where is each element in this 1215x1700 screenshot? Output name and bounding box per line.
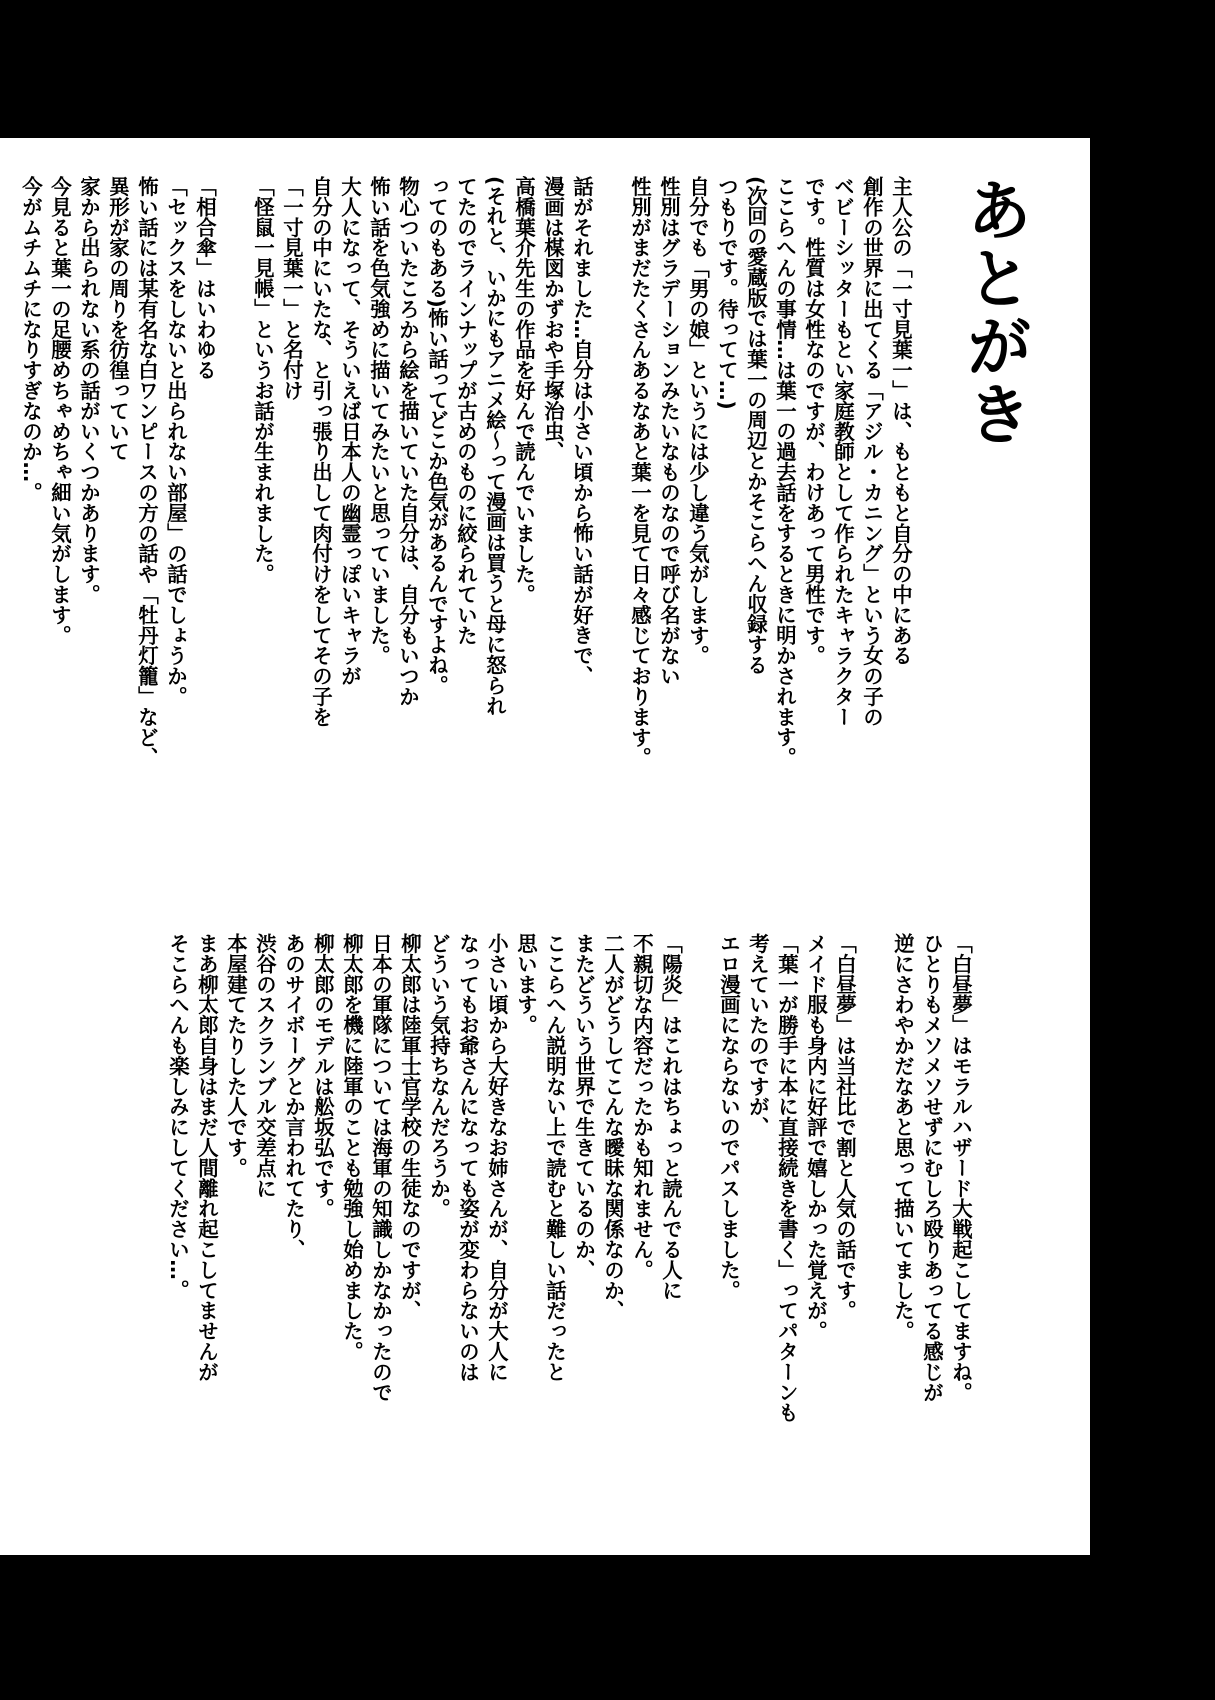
text-line: 小さい頃から大好きなお姉さんが、自分が大人に: [485, 933, 509, 1382]
text-line: (次回の愛蔵版では葉一の周辺とかそこらへん収録する: [744, 176, 768, 675]
text-line: 「一寸見葉一」と名付け: [280, 176, 304, 401]
text-line: 考えていたのですが、: [746, 933, 770, 1137]
text-line: 「白昼夢」はモラルハザード大戦起こしてますね。: [949, 933, 973, 1403]
bottom-black-band: [0, 1555, 1215, 1700]
text-line: 創作の世界に出てくる「アジル・カニング」という女の子の: [860, 176, 884, 727]
text-line: 今見ると葉一の足腰めちゃめちゃ細い気がします。: [48, 176, 72, 646]
text-line: (それと、いかにもアニメ絵〜って漫画は買うと母に怒られ: [483, 176, 507, 716]
text-line: 自分の中にいたな、と引っ張り出して肉付けをしてその子を: [309, 176, 333, 727]
text-line: つもりです。待ってて…): [715, 176, 739, 410]
text-line: 話がそれました…自分は小さい頃から怖い話が好きで、: [570, 176, 594, 686]
text-line: 「怪鼠一見帳」というお話が生まれました。: [251, 176, 275, 584]
text-line: 漫画は楳図かずおや手塚治虫、: [541, 176, 565, 462]
text-line: ここらへんの事情…は葉一の過去話をするときに明かされます。: [773, 176, 797, 768]
text-line: 大人になって、そういえば日本人の幽霊っぽいキャラが: [338, 176, 362, 686]
text-line: 怖い話には某有名な白ワンピースの方の話や「牡丹灯籠」など、: [135, 176, 159, 768]
text-line: 物心ついたころから絵を描いていた自分は、自分もいつか: [396, 176, 420, 707]
text-line: 柳太郎のモデルは舩坂弘です。: [311, 933, 335, 1219]
text-line: 本屋建てたりした人です。: [224, 933, 248, 1178]
text-line: なってもお爺さんになっても姿が変わらないのは: [456, 933, 480, 1382]
text-line: あのサイボーグとか言われてたり、: [282, 933, 306, 1260]
text-line: まあ柳太郎自身はまだ人間離れ起こしてませんが: [195, 933, 219, 1382]
paragraph-gap: [685, 933, 714, 1543]
text-line: 日本の軍隊については海軍の知識しかなかったので: [369, 933, 393, 1403]
text-line: 家から出られない系の話がいくつかあります。: [77, 176, 101, 605]
text-line: ベビーシッターもとい家庭教師として作られたキャラクター: [831, 176, 855, 727]
text-line: 「白昼夢」は当社比で割と人気の話です。: [833, 933, 857, 1321]
text-line: そこらへんも楽しみにしてください…。: [166, 933, 190, 1301]
paragraph-gap: [219, 176, 248, 956]
text-line: てたのでラインナップが古めのものに絞られていた: [454, 176, 478, 646]
text-line: 自分でも「男の娘」というには少し違う気がします。: [686, 176, 710, 666]
text-line: 「葉一が勝手に本に直接続きを書く」ってパターンも: [775, 933, 799, 1423]
top-black-band: [0, 0, 1215, 138]
text-line: 異形が家の周りを彷徨っていて: [106, 176, 130, 462]
text-line: 思います。: [514, 933, 538, 1035]
paragraph-gap: [859, 933, 888, 1543]
text-line: 性別がまだたくさんあるなあと葉一を見て日々感じております。: [628, 176, 652, 768]
text-line: 柳太郎は陸軍士官学校の生徒なのですが、: [398, 933, 422, 1321]
page-title: あとがき: [955, 176, 1032, 448]
text-line: 柳太郎を機に陸軍のことも勉強し始めました。: [340, 933, 364, 1362]
text-line: どういう気持ちなんだろうか。: [427, 933, 451, 1219]
text-line: エロ漫画にならないのでパスしました。: [717, 933, 741, 1301]
text-line: 「相合傘」はいわゆる: [193, 176, 217, 380]
text-line: 逆にさわやかだなあと思って描いてました。: [891, 933, 915, 1341]
text-line: です。性質は女性なのですが、わけあって男性です。: [802, 176, 826, 666]
text-line: またどういう世界で生きているのか、: [572, 933, 596, 1280]
text-line: 渋谷のスクランブル交差点に: [253, 933, 277, 1199]
text-line: 性別はグラデーションみたいなものなので呼び名がない: [657, 176, 681, 686]
text-line: ってのもある)怖い話ってどこか色気があるんですよね。: [425, 176, 449, 696]
text-line: ここらへん説明ない上で読むと難しい話だったと: [543, 933, 567, 1382]
text-line: 「陽炎」はこれはちょっと読んでる人に: [659, 933, 683, 1301]
text-line: ひとりもメソメソせずにむしろ殴りあってる感じが: [920, 933, 944, 1403]
afterword-page: [0, 138, 1090, 1555]
paragraph-gap: [596, 176, 625, 956]
text-line: 不親切な内容だったかも知れません。: [630, 933, 654, 1280]
text-line: 怖い話を色気強めに描いてみたいと思っていました。: [367, 176, 391, 666]
text-line: メイド服も身内に好評で嬉しかった覚えが。: [804, 933, 828, 1341]
text-line: 主人公の「一寸見葉一」は、もともと自分の中にある: [889, 176, 913, 666]
afterword-text-bottom: [163, 933, 975, 1543]
afterword-text-top: [16, 176, 915, 956]
text-line: 高橋葉介先生の作品を好んで読んでいました。: [512, 176, 536, 605]
text-line: 「セックスをしないと出られない部屋」の話でしょうか。: [164, 176, 188, 707]
text-line: 今がムチムチになりすぎなのか…。: [19, 176, 43, 503]
text-line: 二人がどうしてこんな曖昧な関係なのか、: [601, 933, 625, 1321]
